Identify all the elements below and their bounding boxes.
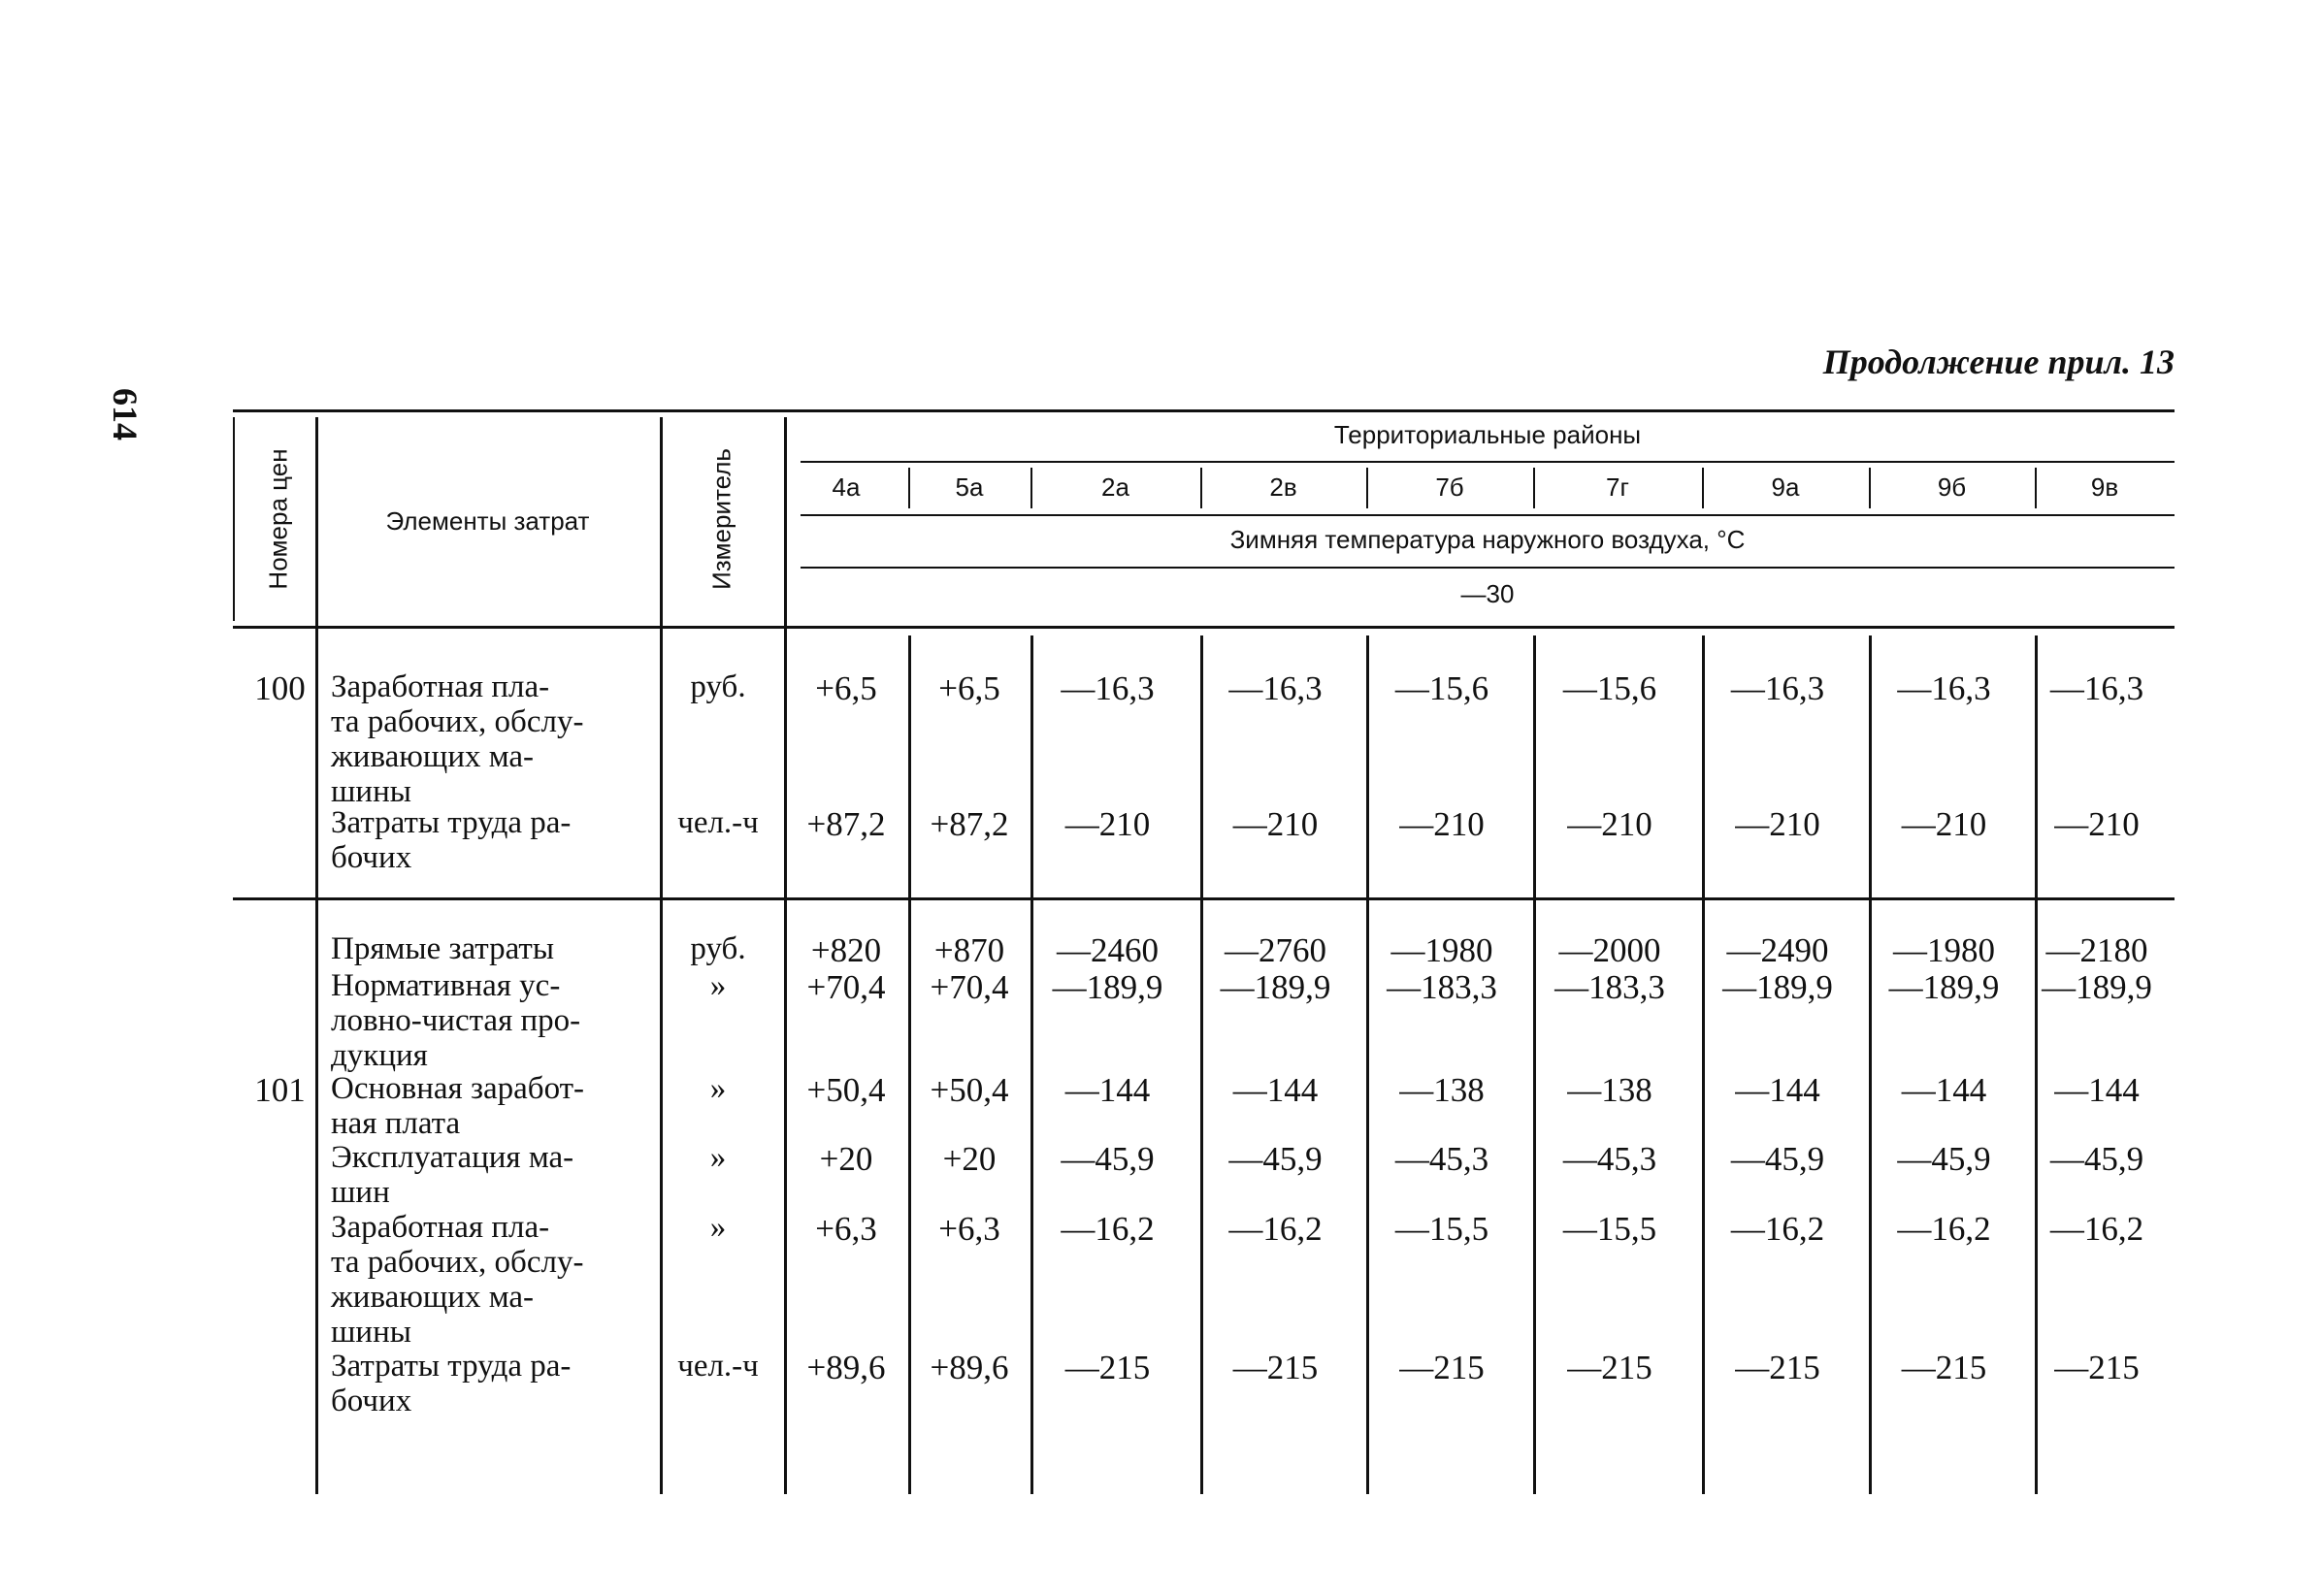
value-cell: —15,5: [1394, 1210, 1489, 1248]
column-rule-1: [315, 417, 318, 1494]
cost-element-line: Эксплуатация ма-: [331, 1140, 574, 1175]
value-cell: +87,2: [930, 805, 1009, 843]
value-cell: —189,9: [1722, 968, 1833, 1006]
value-cell: —183,3: [1554, 968, 1665, 1006]
value-column-rule-6: [1702, 635, 1705, 1494]
value-cell: —45,3: [1394, 1140, 1489, 1178]
value-cell: —215: [1232, 1349, 1319, 1386]
region-header-rule-7: [1869, 468, 1871, 508]
cost-element-line: Затраты труда ра-: [331, 1349, 572, 1384]
value-cell: —144: [2054, 1071, 2140, 1109]
value-cell: +820: [810, 931, 882, 969]
value-cell: —2180: [2045, 931, 2148, 969]
territorial-regions-label: Территориальные районы: [1333, 420, 1642, 449]
cost-element-line: Заработная пла-: [331, 669, 550, 704]
region-code-1: 4а: [832, 472, 861, 502]
unit-cell: »: [709, 1210, 727, 1245]
value-cell: —45,9: [1228, 1140, 1323, 1178]
value-column-rule-7: [1869, 635, 1872, 1494]
value-column-rule-3: [1200, 635, 1203, 1494]
value-cell: —189,9: [2042, 968, 2152, 1006]
value-cell: —144: [1064, 1071, 1151, 1109]
cost-element-line: шины: [331, 774, 411, 809]
value-cell: +870: [933, 931, 1005, 969]
value-cell: +6,5: [938, 669, 1000, 707]
value-cell: —138: [1399, 1071, 1485, 1109]
value-cell: —210: [1901, 805, 1987, 843]
region-code-7: 9а: [1771, 472, 1800, 502]
cost-element-line: шин: [331, 1175, 390, 1210]
value-cell: —210: [1232, 805, 1319, 843]
value-cell: —45,9: [1897, 1140, 1991, 1178]
column-rule-0: [233, 417, 235, 621]
region-header-rule-1: [908, 468, 910, 508]
value-cell: —2490: [1726, 931, 1829, 969]
value-cell: —1980: [1893, 931, 1995, 969]
cost-element-line: живающих ма-: [331, 1280, 535, 1315]
cost-element-line: Прямые затраты: [331, 931, 555, 966]
value-cell: —210: [1735, 805, 1820, 843]
cost-element-line: ная плата: [331, 1106, 461, 1141]
value-cell: —16,2: [1730, 1210, 1825, 1248]
cost-element: [331, 1071, 641, 1141]
header-top-rule: [233, 409, 2175, 412]
value-cell: +6,5: [815, 669, 877, 707]
region-header-rule-8: [2035, 468, 2037, 508]
value-cell: +20: [942, 1140, 997, 1178]
value-cell: —1980: [1390, 931, 1493, 969]
value-cell: —16,2: [1061, 1210, 1155, 1248]
value-cell: —16,3: [2049, 669, 2144, 707]
value-cell: —189,9: [1220, 968, 1331, 1006]
value-cell: —144: [1901, 1071, 1987, 1109]
header-number-label: Номера цен: [263, 448, 292, 590]
region-header-rule-3: [1200, 468, 1202, 508]
value-cell: —16,3: [1730, 669, 1825, 707]
cost-element-line: дукция: [331, 1038, 428, 1073]
cost-element: [331, 1349, 641, 1418]
cost-element-line: Нормативная ус-: [331, 968, 561, 1003]
value-cell: +89,6: [930, 1349, 1009, 1386]
regions-rule: [801, 461, 2175, 463]
column-rule-2: [660, 417, 663, 1494]
cost-element: [331, 968, 641, 1073]
unit-cell: »: [709, 1140, 727, 1175]
value-cell: +70,4: [806, 968, 886, 1006]
value-cell: —215: [1901, 1349, 1987, 1386]
value-cell: —45,9: [1730, 1140, 1825, 1178]
value-cell: —215: [1399, 1349, 1485, 1386]
value-column-rule-8: [2035, 635, 2038, 1494]
cost-element-line: шины: [331, 1315, 411, 1350]
value-cell: —215: [2054, 1349, 2140, 1386]
value-cell: —45,3: [1562, 1140, 1657, 1178]
value-cell: —16,2: [1897, 1210, 1991, 1248]
value-cell: +50,4: [930, 1071, 1009, 1109]
region-header-rule-6: [1702, 468, 1704, 508]
value-cell: —144: [1232, 1071, 1319, 1109]
value-cell: +70,4: [930, 968, 1009, 1006]
temperature-value: —30: [1460, 579, 1515, 608]
region-code-3: 2а: [1101, 472, 1129, 502]
region-code-4: 2в: [1269, 472, 1297, 502]
cost-element-line: живающих ма-: [331, 739, 535, 774]
value-cell: —210: [1567, 805, 1652, 843]
value-cell: —2760: [1225, 931, 1326, 969]
cost-element-line: бочих: [331, 840, 412, 875]
value-cell: +6,3: [938, 1210, 1000, 1248]
cost-element: [331, 1210, 641, 1350]
region-code-8: 9б: [1937, 472, 1967, 502]
temperature-rule: [801, 567, 2175, 569]
column-rule-3: [784, 417, 787, 1494]
cost-element-line: ловно-чистая про-: [331, 1003, 581, 1038]
cost-element-line: Заработная пла-: [331, 1210, 550, 1245]
unit-cell: чел.-ч: [677, 805, 759, 840]
region-code-2: 5а: [955, 472, 984, 502]
value-cell: —210: [1399, 805, 1485, 843]
unit-cell: руб.: [690, 669, 746, 704]
header-bottom-rule: [233, 626, 2175, 629]
value-cell: —183,3: [1387, 968, 1497, 1006]
value-cell: +89,6: [806, 1349, 886, 1386]
value-cell: —215: [1567, 1349, 1652, 1386]
value-cell: —2000: [1558, 931, 1661, 969]
region-code-5: 7б: [1435, 472, 1464, 502]
header-unit-label: Измеритель: [706, 448, 736, 590]
value-column-rule-1: [908, 635, 911, 1494]
unit-cell: руб.: [690, 931, 746, 966]
unit-cell: чел.-ч: [677, 1349, 759, 1384]
cost-element-line: та рабочих, обслу-: [331, 704, 584, 739]
value-cell: +87,2: [806, 805, 886, 843]
cost-element: [331, 669, 641, 809]
header-elements-label: Элементы затрат: [385, 506, 590, 536]
value-cell: —45,9: [1061, 1140, 1155, 1178]
value-cell: —210: [2054, 805, 2140, 843]
value-cell: +6,3: [815, 1210, 877, 1248]
value-cell: —15,6: [1562, 669, 1657, 707]
value-column-rule-5: [1533, 635, 1536, 1494]
value-cell: —215: [1064, 1349, 1151, 1386]
region-code-6: 7г: [1606, 472, 1629, 502]
value-cell: —189,9: [1888, 968, 2000, 1006]
cost-element: [331, 1140, 641, 1210]
price-number: 101: [254, 1071, 306, 1109]
price-number: 100: [254, 669, 306, 707]
cost-element: [331, 931, 641, 966]
value-cell: —144: [1735, 1071, 1820, 1109]
value-cell: —215: [1735, 1349, 1820, 1386]
value-cell: —16,3: [1897, 669, 1991, 707]
regions-bottom-rule: [801, 514, 2175, 516]
unit-cell: »: [709, 968, 727, 1003]
value-cell: —45,9: [2049, 1140, 2144, 1178]
cost-element-line: Затраты труда ра-: [331, 805, 572, 840]
cost-element-line: Основная заработ-: [331, 1071, 585, 1106]
page-number: 614: [106, 388, 145, 440]
value-cell: —16,2: [2049, 1210, 2144, 1248]
group-separator-rule: [233, 897, 2175, 900]
value-cell: —16,3: [1228, 669, 1323, 707]
value-cell: —210: [1064, 805, 1151, 843]
value-cell: —16,2: [1228, 1210, 1323, 1248]
cost-element: [331, 805, 641, 875]
value-cell: —189,9: [1052, 968, 1163, 1006]
unit-cell: »: [709, 1071, 727, 1106]
temperature-caption: Зимняя температура наружного воздуха, °С: [1229, 525, 1746, 554]
value-cell: —15,6: [1394, 669, 1489, 707]
region-code-9: 9в: [2090, 472, 2119, 502]
continuation-title: Продолжение прил. 13: [1822, 342, 2175, 381]
value-cell: —16,3: [1061, 669, 1155, 707]
value-cell: —2460: [1057, 931, 1159, 969]
region-header-rule-4: [1366, 468, 1368, 508]
region-header-rule-2: [1030, 468, 1032, 508]
value-column-rule-2: [1030, 635, 1033, 1494]
value-cell: —138: [1567, 1071, 1652, 1109]
value-cell: +20: [819, 1140, 873, 1178]
cost-element-line: бочих: [331, 1384, 412, 1418]
cost-element-line: та рабочих, обслу-: [331, 1245, 584, 1280]
region-header-rule-5: [1533, 468, 1535, 508]
value-cell: —15,5: [1562, 1210, 1657, 1248]
value-cell: +50,4: [806, 1071, 886, 1109]
value-column-rule-4: [1366, 635, 1369, 1494]
